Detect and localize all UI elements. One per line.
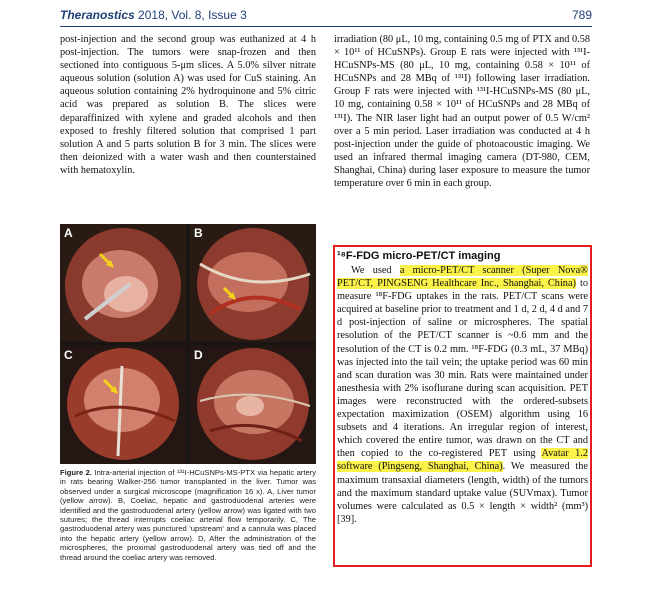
left-paragraph: post-injection and the second group was euthanized at 4 h post-injection. The tumors were snap-frozen and then sectioned into contiguous 5-μm slices. A 5.0% silver nitrate aqueous solution (solution A) was used for CuS staining. An aqueous solution containing 2% hydroquinone and 5% citric acid was prepared as solution B. The slices were deparaffinized with xylene and graded alcohols and then exposed to freshly filtered solution that comprised 1 part solution A and 5 parts solution B for 3 min. The slices were then deionized with a water wash and then counterstained with hematoxylin. [60, 34, 316, 176]
highlight-software: Avatar 1.2 software (Pingseng, Shanghai, China) [337, 448, 588, 473]
right-column [334, 33, 590, 190]
figure-caption-text: Intra-arterial injection of ¹³¹I-HCuSNPs-MS-PTX via hepatic artery in rats bearing Walker-256 tumor transplanted in the liver. Tumor was observed under a surgical microscope (magnification 16 x). A, Liver tumor (yellow arrow). B, Coeliac, hepatic and gastroduodenal arteries were identified and the gastroduodenal artery (yellow arrow) was ligated with two sutures; the thread interrupts coeliac arterial flow temporarily. C, The gastroduodenal artery was punctured 'upstream' and a cannula was placed into the hepatic artery (yellow arrow). D, After the administration of the microspheres, the proximal gastroduodenal artery was tied off and the thread around the coeliac artery was removed. [60, 468, 316, 562]
figure-panel-c [60, 346, 186, 464]
section-text-2: to measure ¹⁸F-FDG uptakes in the rats. PET/CT scans were acquired at baseline prior to treatment and 1 d, 2 d, 4 d and 7 d post-injection of saline or microspheres. The spatial resolution of the PET/CT scanner is ~0.6 mm and the resolution of the CT is 0.2 mm. ¹⁸F-FDG (0.3 mL, 37 MBq) was injected into the tail vein; the uptake period was 60 min and scan duration was 30 min. Rats were maintained under anesthesia with 2% isoflurane during scan acquisition. PET images were reconstructed with the ordered-subsets expectation maximization (OSEM) algorithm using 16 subsets and 4 iterations. An irregular region of interest, which covered the entire tumor, was drawn on the CT and then copied to the co-registered PET using [337, 278, 588, 460]
figure-caption-label: Figure 2. [60, 468, 92, 477]
section-pet-ct [334, 248, 590, 526]
highlight-scanner: a micro-PET/CT scanner (Super Nova® PET/CT, PINGSENG Healthcare Inc., Shanghai, China) [337, 265, 588, 290]
panel-label-d: D [194, 348, 203, 362]
panel-label-a: A [64, 226, 73, 240]
journal-citation [60, 8, 247, 22]
right-paragraph: irradiation (80 μL, 10 mg, containing 0.5 mg of PTX and 0.58 × 10¹¹ of HCuSNPs). Group E rats were injected with ¹³¹I-HCuSNPs-MS (80 μL, 10 mg, containing 0.58 × 10¹¹ of HCuSNPs and 28 MBq of ¹³¹I) following laser irradiation. Group F rats were injected with ¹³¹I-HCuSNPs-MS (80 μL, 10 mg, containing 0.58 × 10¹¹ of HCuSNPs and 28 MBq of ¹³¹I). The NIR laser light had an output power of 0.5 W/cm² over a 5 min period. Laser irradiation was conducted at 4 h post-injection under the guide of photoacoustic imaging. We used an infrared thermal imaging camera (DT-980, CEM, Shanghai, China) during laser exposure to measure the tumor temperature over 6 min in each group. [334, 34, 590, 190]
section-paragraph [337, 264, 588, 526]
journal-issue: 2018, Vol. 8, Issue 3 [138, 8, 247, 22]
section-text-1: We used [351, 265, 400, 276]
panel-label-c: C [64, 348, 73, 362]
figure-2 [60, 224, 316, 464]
header-rule [60, 26, 592, 27]
figure-panel-b [190, 224, 316, 342]
panel-label-b: B [194, 226, 203, 240]
figure-caption [60, 468, 316, 562]
figure-panel-a [60, 224, 186, 342]
page-number: 789 [571, 8, 592, 22]
left-column [60, 33, 316, 177]
page-header [60, 8, 592, 26]
section-text-3: . We measured the maximum transaxial diameters (length, width) of the tumors and the maximum standard uptake value (SUVmax). Tumor volumes were calculated as 0.5 × length × width² (mm³) [39]. [337, 461, 588, 525]
figure-panel-d [190, 346, 316, 464]
section-title: ¹⁸F-FDG micro-PET/CT imaging [337, 250, 501, 262]
journal-name: Theranostics [60, 8, 135, 22]
